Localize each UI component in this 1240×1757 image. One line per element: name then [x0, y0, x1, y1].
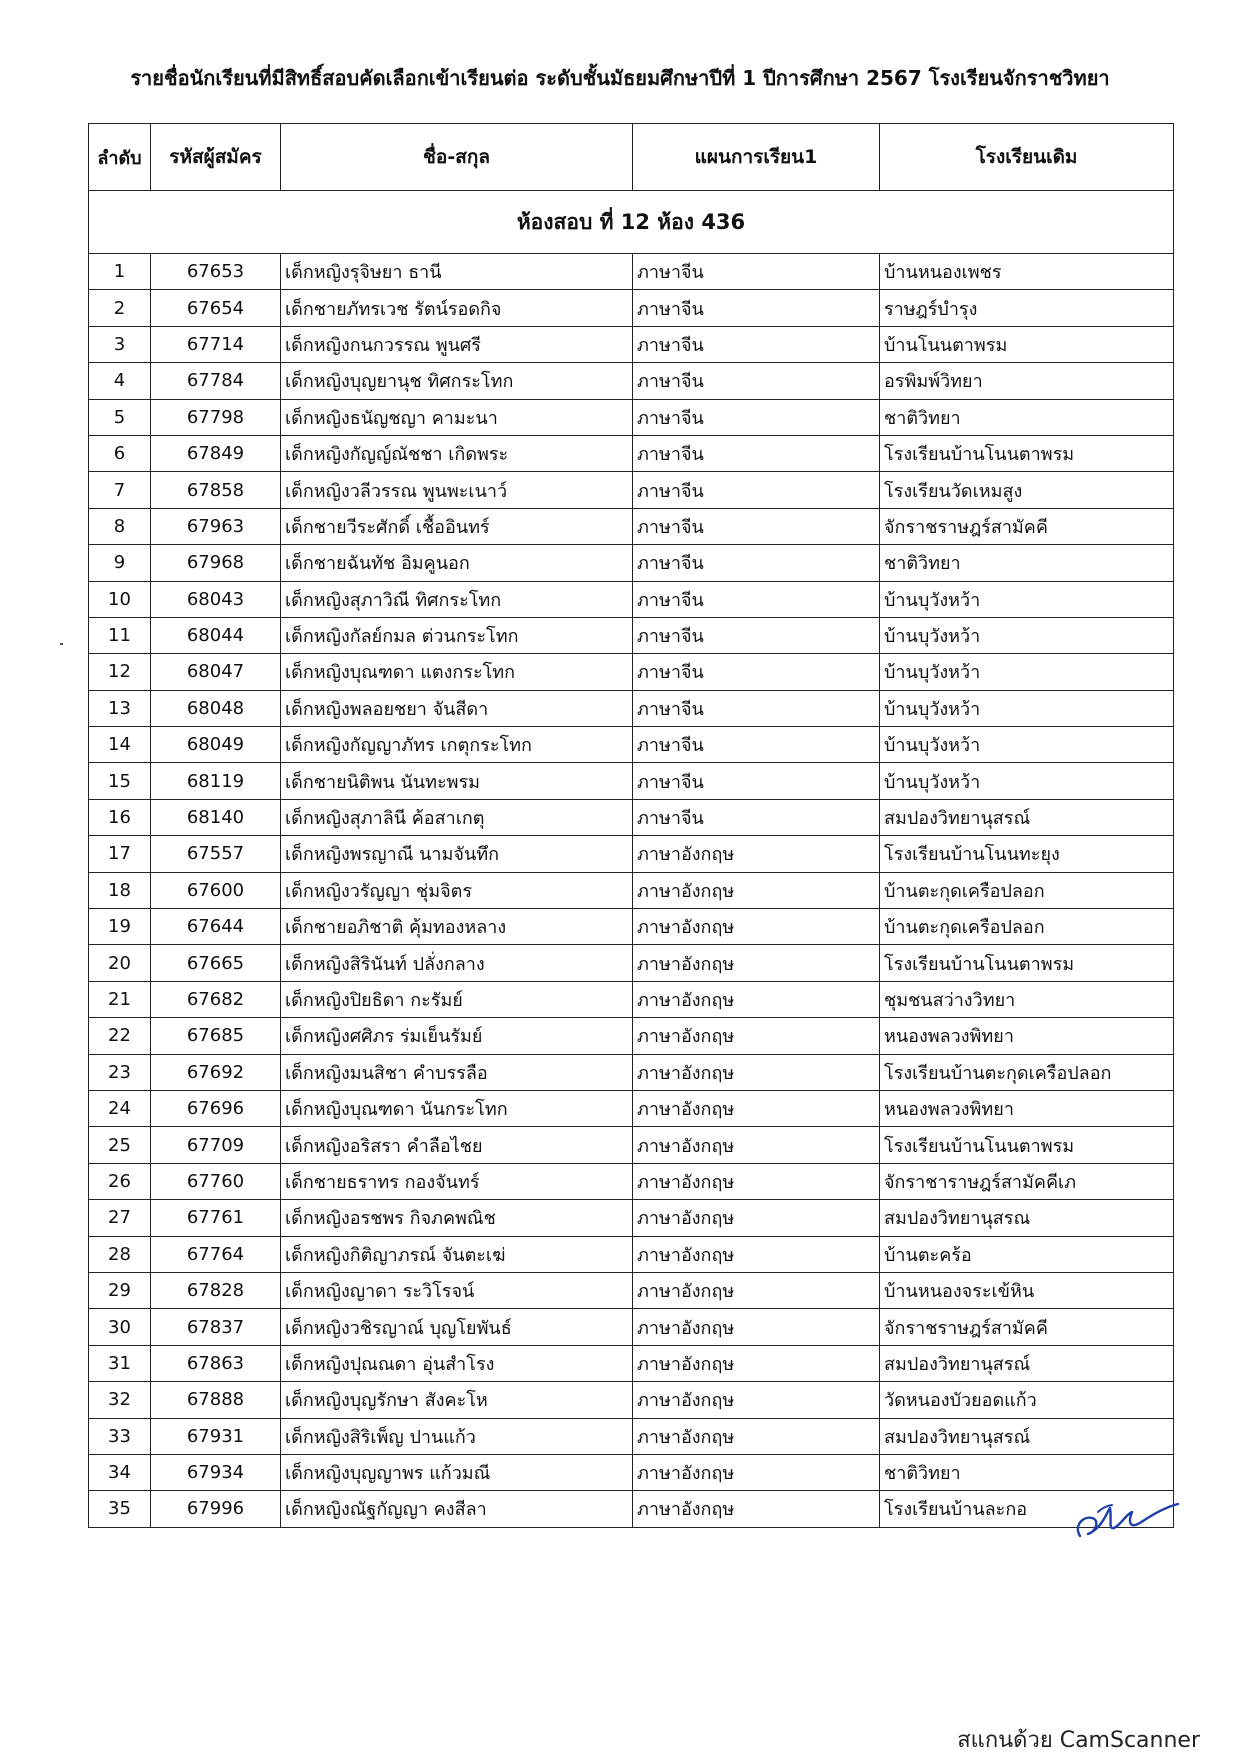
study-plan: ภาษาอังกฤษ [633, 1018, 880, 1054]
study-plan: ภาษาอังกฤษ [633, 1309, 880, 1345]
student-name: เด็กหญิงบุณฑดา แตงกระโทก [281, 654, 633, 690]
previous-school: จักราชราษฎร์สามัคคี [880, 508, 1174, 544]
study-plan: ภาษาอังกฤษ [633, 1127, 880, 1163]
previous-school: โรงเรียนบ้านโนนตาพรม [880, 1127, 1174, 1163]
student-name: เด็กหญิงสุภาวิณี ทิศกระโทก [281, 581, 633, 617]
row-number: 14 [89, 727, 151, 763]
row-number: 18 [89, 872, 151, 908]
applicant-code: 67888 [151, 1382, 281, 1418]
applicant-code: 67837 [151, 1309, 281, 1345]
study-plan: ภาษาอังกฤษ [633, 1272, 880, 1308]
previous-school: ราษฎร์บำรุง [880, 290, 1174, 326]
student-name: เด็กหญิงกนกวรรณ พูนศรี [281, 326, 633, 362]
room-label: ห้องสอบ ที่ 12 ห้อง 436 [89, 191, 1174, 254]
study-plan: ภาษาจีน [633, 581, 880, 617]
table-row [89, 727, 1174, 763]
student-name: เด็กหญิงกัญญ์ณัชชา เกิดพระ [281, 435, 633, 471]
study-plan: ภาษาจีน [633, 435, 880, 471]
student-table [88, 123, 1174, 1528]
table-row [89, 763, 1174, 799]
previous-school: สมปองวิทยานุสรณ์ [880, 1345, 1174, 1381]
applicant-code: 67963 [151, 508, 281, 544]
student-name: เด็กหญิงวลีวรรณ พูนพะเนาว์ [281, 472, 633, 508]
row-number: 15 [89, 763, 151, 799]
previous-school: บ้านโนนตาพรม [880, 326, 1174, 362]
previous-school: ชาติวิทยา [880, 399, 1174, 435]
student-name: เด็กหญิงมนสิชา คำบรรลือ [281, 1054, 633, 1090]
scan-speck [60, 643, 63, 645]
study-plan: ภาษาจีน [633, 472, 880, 508]
row-number: 16 [89, 799, 151, 835]
table-row [89, 326, 1174, 362]
table-row [89, 435, 1174, 471]
previous-school: บ้านบุวังหว้า [880, 581, 1174, 617]
study-plan: ภาษาอังกฤษ [633, 1163, 880, 1199]
previous-school: ชาติวิทยา [880, 1454, 1174, 1490]
applicant-code: 67761 [151, 1200, 281, 1236]
previous-school: บ้านบุวังหว้า [880, 690, 1174, 726]
applicant-code: 67798 [151, 399, 281, 435]
table-row [89, 363, 1174, 399]
applicant-code: 67685 [151, 1018, 281, 1054]
applicant-code: 67934 [151, 1454, 281, 1490]
study-plan: ภาษาอังกฤษ [633, 1491, 880, 1527]
row-number: 12 [89, 654, 151, 690]
table-row [89, 617, 1174, 653]
previous-school: โรงเรียนบ้านโนนตาพรม [880, 435, 1174, 471]
applicant-code: 68047 [151, 654, 281, 690]
row-number: 17 [89, 836, 151, 872]
row-number: 28 [89, 1236, 151, 1272]
table-row [89, 872, 1174, 908]
applicant-code: 68044 [151, 617, 281, 653]
table-row [89, 399, 1174, 435]
study-plan: ภาษาอังกฤษ [633, 1454, 880, 1490]
applicant-code: 67696 [151, 1090, 281, 1126]
previous-school: หนองพลวงพิทยา [880, 1018, 1174, 1054]
previous-school: โรงเรียนบ้านโนนตาพรม [880, 945, 1174, 981]
applicant-code: 67849 [151, 435, 281, 471]
document-title: รายชื่อนักเรียนที่มีสิทธิ์สอบคัดเลือกเข้าเรียนต่อ ระดับชั้นมัธยมศึกษาปีที่ 1 ปีการศึกษา 2567 โรงเรียนจักราชวิทยา [130, 66, 1110, 90]
study-plan: ภาษาอังกฤษ [633, 945, 880, 981]
table-row [89, 545, 1174, 581]
table-row [89, 1491, 1174, 1527]
row-number: 25 [89, 1127, 151, 1163]
table-row [89, 472, 1174, 508]
previous-school: ชาติวิทยา [880, 545, 1174, 581]
study-plan: ภาษาอังกฤษ [633, 872, 880, 908]
row-number: 3 [89, 326, 151, 362]
row-number: 26 [89, 1163, 151, 1199]
previous-school: หนองพลวงพิทยา [880, 1090, 1174, 1126]
applicant-code: 67692 [151, 1054, 281, 1090]
previous-school: โรงเรียนบ้านโนนทะยุง [880, 836, 1174, 872]
row-number: 34 [89, 1454, 151, 1490]
row-number: 1 [89, 254, 151, 290]
row-number: 4 [89, 363, 151, 399]
col-header-school: โรงเรียนเดิม [880, 124, 1174, 191]
applicant-code: 68049 [151, 727, 281, 763]
signature-mark [1062, 1478, 1182, 1548]
applicant-code: 67931 [151, 1418, 281, 1454]
study-plan: ภาษาจีน [633, 763, 880, 799]
applicant-code: 67828 [151, 1272, 281, 1308]
student-name: เด็กหญิงบุญญาพร แก้วมณี [281, 1454, 633, 1490]
applicant-code: 68140 [151, 799, 281, 835]
previous-school: โรงเรียนบ้านตะกุดเครือปลอก [880, 1054, 1174, 1090]
row-number: 8 [89, 508, 151, 544]
student-name: เด็กหญิงสิรินันท์ ปลั่งกลาง [281, 945, 633, 981]
previous-school: วัดหนองบัวยอดแก้ว [880, 1382, 1174, 1418]
previous-school: จักราชาราษฎร์สามัคคีเภ [880, 1163, 1174, 1199]
table-row [89, 1272, 1174, 1308]
study-plan: ภาษาจีน [633, 326, 880, 362]
row-number: 7 [89, 472, 151, 508]
previous-school: บ้านบุวังหว้า [880, 763, 1174, 799]
row-number: 24 [89, 1090, 151, 1126]
table-row [89, 1127, 1174, 1163]
study-plan: ภาษาจีน [633, 508, 880, 544]
previous-school: อรพิมพ์วิทยา [880, 363, 1174, 399]
row-number: 23 [89, 1054, 151, 1090]
table-row [89, 508, 1174, 544]
row-number: 2 [89, 290, 151, 326]
applicant-code: 67996 [151, 1491, 281, 1527]
applicant-code: 67764 [151, 1236, 281, 1272]
previous-school: บ้านตะกุดเครือปลอก [880, 909, 1174, 945]
applicant-code: 67714 [151, 326, 281, 362]
row-number: 11 [89, 617, 151, 653]
student-name: เด็กชายธราทร กองจันทร์ [281, 1163, 633, 1199]
table-row [89, 654, 1174, 690]
student-name: เด็กหญิงปิยธิดา กะรัมย์ [281, 981, 633, 1017]
study-plan: ภาษาจีน [633, 545, 880, 581]
student-name: เด็กหญิงสิริเพ็ญ ปานแก้ว [281, 1418, 633, 1454]
applicant-code: 68048 [151, 690, 281, 726]
row-number: 10 [89, 581, 151, 617]
student-name: เด็กหญิงญาดา ระวิโรจน์ [281, 1272, 633, 1308]
room-row [89, 191, 1174, 254]
study-plan: ภาษาอังกฤษ [633, 1090, 880, 1126]
student-name: เด็กชายอภิชาติ คุ้มทองหลาง [281, 909, 633, 945]
previous-school: ชุมชนสว่างวิทยา [880, 981, 1174, 1017]
student-name: เด็กหญิงศศิภร ร่มเย็นรัมย์ [281, 1018, 633, 1054]
table-row [89, 1200, 1174, 1236]
study-plan: ภาษาอังกฤษ [633, 1054, 880, 1090]
applicant-code: 67858 [151, 472, 281, 508]
student-name: เด็กหญิงกิติญาภรณ์ จันตะเฆ่ [281, 1236, 633, 1272]
study-plan: ภาษาจีน [633, 727, 880, 763]
study-plan: ภาษาอังกฤษ [633, 1200, 880, 1236]
student-name: เด็กหญิงบุญรักษา สังคะโห [281, 1382, 633, 1418]
table-row [89, 254, 1174, 290]
student-name: เด็กหญิงบุณฑดา นันกระโทก [281, 1090, 633, 1126]
row-number: 33 [89, 1418, 151, 1454]
study-plan: ภาษาจีน [633, 799, 880, 835]
student-name: เด็กหญิงวรัญญา ชุ่มจิตร [281, 872, 633, 908]
study-plan: ภาษาจีน [633, 290, 880, 326]
student-name: เด็กหญิงอรชพร กิจภคพณิช [281, 1200, 633, 1236]
student-name: เด็กชายนิติพน นันทะพรม [281, 763, 633, 799]
applicant-code: 67653 [151, 254, 281, 290]
table-row [89, 1345, 1174, 1381]
previous-school: บ้านตะกุดเครือปลอก [880, 872, 1174, 908]
table-row [89, 690, 1174, 726]
student-name: เด็กหญิงรุจิษยา ธานี [281, 254, 633, 290]
previous-school: สมปองวิทยานุสรณ์ [880, 799, 1174, 835]
applicant-code: 68119 [151, 763, 281, 799]
student-name: เด็กหญิงกัญญาภัทร เกตุกระโทก [281, 727, 633, 763]
previous-school: บ้านหนองจระเข้หิน [880, 1272, 1174, 1308]
row-number: 31 [89, 1345, 151, 1381]
applicant-code: 67644 [151, 909, 281, 945]
previous-school: บ้านบุวังหว้า [880, 654, 1174, 690]
previous-school: บ้านตะคร้อ [880, 1236, 1174, 1272]
row-number: 29 [89, 1272, 151, 1308]
student-name: เด็กหญิงณัฐกัญญา คงสีลา [281, 1491, 633, 1527]
applicant-code: 67709 [151, 1127, 281, 1163]
previous-school: บ้านหนองเพชร [880, 254, 1174, 290]
table-row [89, 1163, 1174, 1199]
applicant-code: 68043 [151, 581, 281, 617]
row-number: 22 [89, 1018, 151, 1054]
student-name: เด็กหญิงกัลย์กมล ต่วนกระโทก [281, 617, 633, 653]
applicant-code: 67863 [151, 1345, 281, 1381]
row-number: 20 [89, 945, 151, 981]
student-name: เด็กหญิงพรญาณี นามจันทึก [281, 836, 633, 872]
study-plan: ภาษาจีน [633, 654, 880, 690]
study-plan: ภาษาอังกฤษ [633, 981, 880, 1017]
student-name: เด็กหญิงวชิรญาณ์ บุญโยพันธ์ [281, 1309, 633, 1345]
student-name: เด็กหญิงบุญยานุช ทิศกระโทก [281, 363, 633, 399]
study-plan: ภาษาจีน [633, 617, 880, 653]
col-header-order: ลำดับ [89, 124, 151, 191]
row-number: 30 [89, 1309, 151, 1345]
table-row [89, 581, 1174, 617]
applicant-code: 67557 [151, 836, 281, 872]
applicant-code: 67968 [151, 545, 281, 581]
student-name: เด็กหญิงสุภาลินี ค้อสาเกตุ [281, 799, 633, 835]
row-number: 32 [89, 1382, 151, 1418]
row-number: 13 [89, 690, 151, 726]
applicant-code: 67760 [151, 1163, 281, 1199]
table-row [89, 1236, 1174, 1272]
table-row [89, 1418, 1174, 1454]
applicant-code: 67600 [151, 872, 281, 908]
applicant-code: 67665 [151, 945, 281, 981]
table-row [89, 909, 1174, 945]
study-plan: ภาษาจีน [633, 399, 880, 435]
student-name: เด็กหญิงธนัญชญา คามะนา [281, 399, 633, 435]
table-row [89, 945, 1174, 981]
study-plan: ภาษาจีน [633, 690, 880, 726]
previous-school: สมปองวิทยานุสรณ [880, 1200, 1174, 1236]
table-row [89, 290, 1174, 326]
row-number: 21 [89, 981, 151, 1017]
student-name: เด็กหญิงพลอยชยา จันสีดา [281, 690, 633, 726]
previous-school: โรงเรียนวัดเหมสูง [880, 472, 1174, 508]
table-row [89, 836, 1174, 872]
table-row [89, 799, 1174, 835]
row-number: 5 [89, 399, 151, 435]
header-row [89, 124, 1174, 191]
table-row [89, 1454, 1174, 1490]
table-row [89, 1309, 1174, 1345]
previous-school: สมปองวิทยานุสรณ์ [880, 1418, 1174, 1454]
table-row [89, 981, 1174, 1017]
study-plan: ภาษาจีน [633, 363, 880, 399]
col-header-code: รหัสผู้สมัคร [151, 124, 281, 191]
study-plan: ภาษาอังกฤษ [633, 1382, 880, 1418]
table-row [89, 1382, 1174, 1418]
student-name: เด็กชายฉันทัช อิมคูนอก [281, 545, 633, 581]
study-plan: ภาษาอังกฤษ [633, 909, 880, 945]
student-name: เด็กหญิงอริสรา คำลือไชย [281, 1127, 633, 1163]
applicant-code: 67784 [151, 363, 281, 399]
row-number: 6 [89, 435, 151, 471]
row-number: 9 [89, 545, 151, 581]
row-number: 19 [89, 909, 151, 945]
study-plan: ภาษาอังกฤษ [633, 1418, 880, 1454]
table-row [89, 1054, 1174, 1090]
col-header-plan: แผนการเรียน1 [633, 124, 880, 191]
previous-school: บ้านบุวังหว้า [880, 617, 1174, 653]
scanner-watermark: สแกนด้วย CamScanner [957, 1728, 1200, 1753]
study-plan: ภาษาจีน [633, 254, 880, 290]
student-name: เด็กชายภัทรเวช รัตน์รอดกิจ [281, 290, 633, 326]
student-name: เด็กหญิงปุณณดา อุ่นสำโรง [281, 1345, 633, 1381]
student-name: เด็กชายวีระศักดิ์ เชื้ออินทร์ [281, 508, 633, 544]
previous-school: จักราชราษฎร์สามัคคี [880, 1309, 1174, 1345]
study-plan: ภาษาอังกฤษ [633, 1236, 880, 1272]
row-number: 35 [89, 1491, 151, 1527]
applicant-code: 67682 [151, 981, 281, 1017]
applicant-code: 67654 [151, 290, 281, 326]
table-row [89, 1018, 1174, 1054]
previous-school: โรงเรียนบ้านละกอ [880, 1491, 1174, 1527]
previous-school: บ้านบุวังหว้า [880, 727, 1174, 763]
table-row [89, 1090, 1174, 1126]
col-header-name: ชื่อ-สกุล [281, 124, 633, 191]
study-plan: ภาษาอังกฤษ [633, 1345, 880, 1381]
row-number: 27 [89, 1200, 151, 1236]
study-plan: ภาษาอังกฤษ [633, 836, 880, 872]
